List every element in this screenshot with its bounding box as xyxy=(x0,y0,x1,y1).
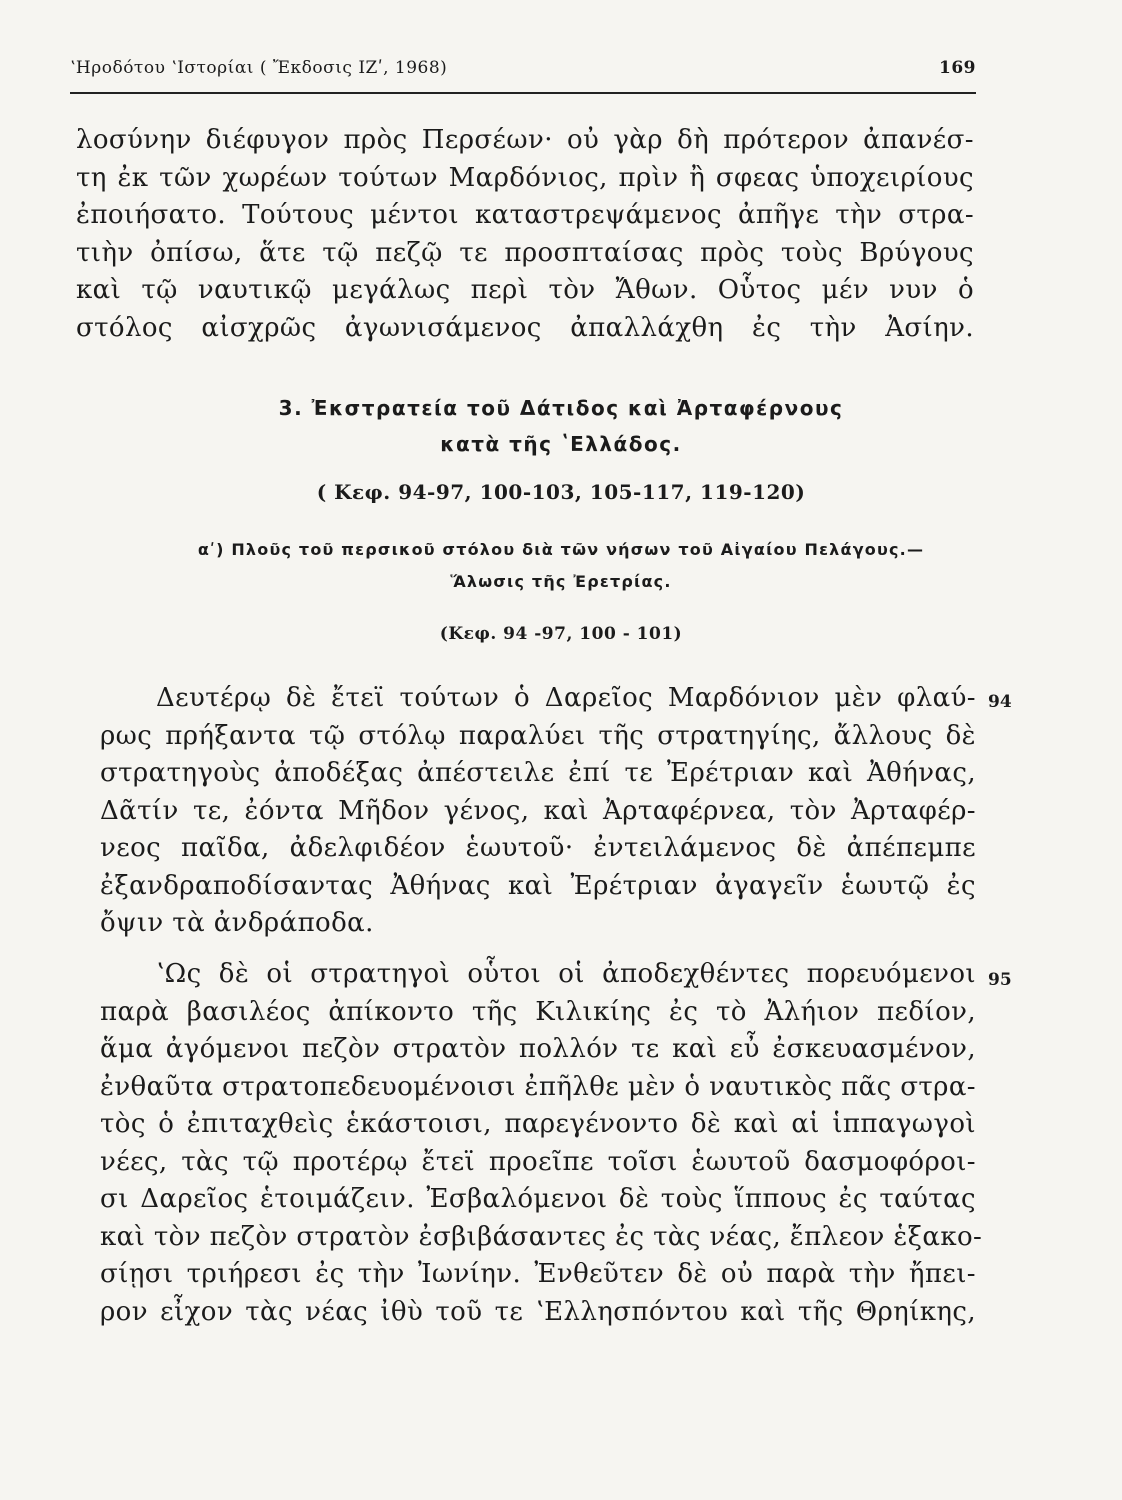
subsection-heading-line1: αʹ) Πλοῦς τοῦ περσικοῦ στόλου διὰ τῶν νήσων τοῦ Αἰγαίου Πελάγους.— xyxy=(197,540,925,559)
text-line: στρατηγοὺς ἀποδέξας ἀπέστειλε ἐπί τε Ἐρέτριαν καὶ Ἀθήνας, xyxy=(100,758,976,788)
text-line: Δᾶτίν τε, ἐόντα Μῆδον γένος, καὶ Ἀρταφέρνεα, τὸν Ἀρταφέρ- xyxy=(100,795,976,826)
text-line: τη ἐκ τῶν χωρέων τούτων Μαρδόνιος, πρὶν ἢ σφεας ὑποχειρίους xyxy=(76,162,974,193)
section-heading-line2: κατὰ τῆς ʽΕλλάδος. xyxy=(440,432,682,456)
margin-chapter-number: 95 xyxy=(988,970,1012,990)
chapter-95-text xyxy=(100,956,983,1331)
text-line: σι Δαρεῖος ἑτοιμάζειν. Ἐσβαλόμενοι δὲ τοὺς ἵππους ἐς ταύτας xyxy=(100,1184,976,1214)
margin-chapter-number: 94 xyxy=(988,692,1012,712)
text-line: ʽΩς δὲ οἱ στρατηγοὶ οὗτοι οἱ ἀποδεχθέντες πορευόμενοι xyxy=(156,959,976,989)
text-line: τὸς ὁ ἐπιταχθεὶς ἑκάστοισι, παρεγένοντο δὲ καὶ αἱ ἱππαγωγοὶ xyxy=(100,1109,976,1139)
subsection-heading-line2: Ἅλωσις τῆς Ἐρετρίας. xyxy=(450,572,672,591)
section-chapters: ( Κεφ. 94-97, 100-103, 105-117, 119-120) xyxy=(316,480,806,504)
text-line: λοσύνην διέφυγον πρὸς Περσέων· οὐ γὰρ δὴ πρότερον ἀπανέσ- xyxy=(76,125,974,155)
text-line: καὶ τὸν πεζὸν στρατὸν ἐσβιβάσαντες ἐς τὰς νέας, ἔπλεον ἑξακο- xyxy=(100,1221,983,1252)
section-heading-line1: 3. Ἐκστρατεία τοῦ Δάτιδος καὶ Ἀρταφέρνους xyxy=(278,396,844,420)
text-line: ἐποιήσατο. Τούτους μέντοι καταστρεψάμενος ἀπῆγε τὴν στρα- xyxy=(76,200,974,230)
text-line: σίῃσι τριήρεσι ἐς τὴν Ἰωνίην. Ἐνθεῦτεν δὲ οὐ παρὰ τὴν ἤπει- xyxy=(100,1259,976,1289)
chapter-94-text xyxy=(100,680,976,943)
text-line: ρον εἶχον τὰς νέας ἰθὺ τοῦ τε ʽΕλλησπόντου καὶ τῆς Θρηίκης, xyxy=(100,1296,976,1327)
text-line: ὄψιν τὰ ἀνδράποδα. xyxy=(100,908,374,938)
subsection-chapters: (Κεφ. 94 -97, 100 - 101) xyxy=(439,624,683,644)
text-line: παρὰ βασιλέος ἀπίκοντο τῆς Κιλικίης ἐς τὸ Ἀλήιον πεδίον, xyxy=(100,996,976,1027)
running-title: ʽΗροδότου ʽΙστορίαι ( Ἔκδοσις ΙΖʹ, 1968) xyxy=(70,58,448,78)
text-line: ἅμα ἀγόμενοι πεζὸν στρατὸν πολλόν τε καὶ εὖ ἐσκευασμένον, xyxy=(100,1034,976,1064)
text-line: ρως πρήξαντα τῷ στόλῳ παραλύει τῆς στρατηγίης, ἄλλους δὲ xyxy=(100,720,976,751)
page-number: 169 xyxy=(939,58,976,78)
text-line: στόλος αἰσχρῶς ἀγωνισάμενος ἀπαλλάχθη ἐς τὴν Ἀσίην. xyxy=(76,312,974,343)
text-line: νέες, τὰς τῷ προτέρῳ ἔτεϊ προεῖπε τοῖσι ἑωυτοῦ δασμοφόροι- xyxy=(100,1146,976,1177)
text-line: ἐνθαῦτα στρατοπεδευομένοισι ἐπῆλθε μὲν ὁ ναυτικὸς πᾶς στρα- xyxy=(100,1071,976,1102)
text-line: Δευτέρῳ δὲ ἔτεϊ τούτων ὁ Δαρεῖος Μαρδόνιον μὲν φλαύ- xyxy=(156,683,976,713)
text-line: νεος παῖδα, ἀδελφιδέον ἑωυτοῦ· ἐντειλάμενος δὲ ἀπέπεμπε xyxy=(100,833,976,863)
text-line: τιὴν ὀπίσω, ἅτε τῷ πεζῷ τε προσπταίσας πρὸς τοὺς Βρύγους xyxy=(76,237,974,268)
text-line: καὶ τῷ ναυτικῷ μεγάλως περὶ τὸν Ἄθων. Οὗτος μέν νυν ὁ xyxy=(76,275,974,305)
header-rule xyxy=(70,92,976,94)
text-line: ἐξανδραποδίσαντας Ἀθήνας καὶ Ἐρέτριαν ἀγαγεῖν ἑωυτῷ ἐς xyxy=(100,870,976,901)
top-paragraph xyxy=(76,122,974,347)
